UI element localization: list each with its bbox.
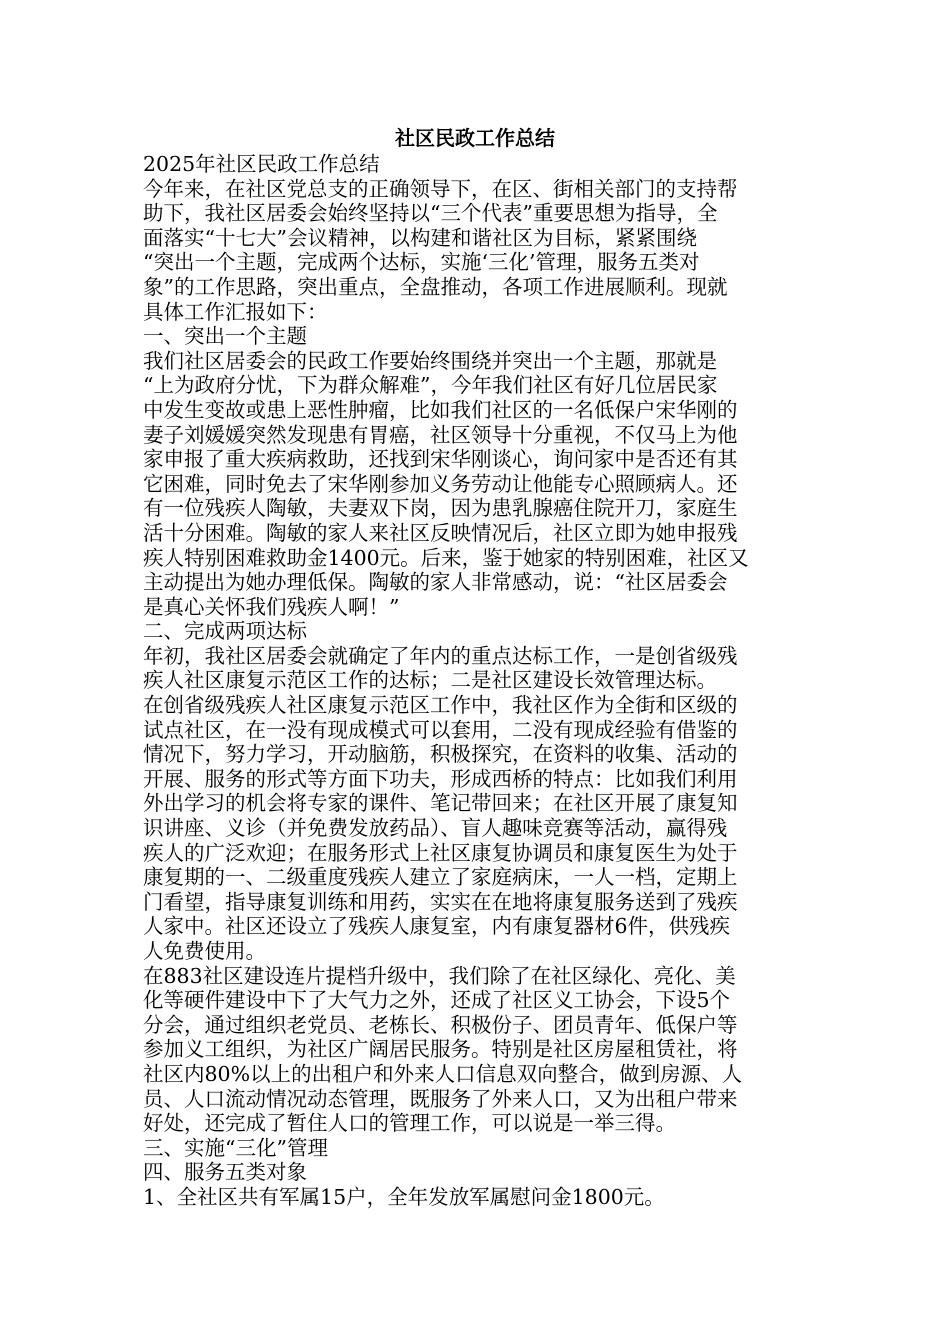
text-line: 具体工作汇报如下： <box>143 299 328 324</box>
text-line: 活十分困难。陶敏的家人来社区反映情况后，社区立即为她申报残 <box>143 520 738 545</box>
text-line: 二、完成两项达标 <box>143 619 307 644</box>
text-line: 是真心关怀我们残疾人啊！” <box>143 594 400 619</box>
text-line: “突出一个主题，完成两个达标，实施‘三化’管理，服务五类对 <box>143 250 700 275</box>
text-line: 我们社区居委会的民政工作要始终围绕并突出一个主题，那就是 <box>143 348 717 373</box>
text-line: 在创省级残疾人社区康复示范区工作中，我社区作为全街和区级的 <box>143 693 738 718</box>
text-line: 家申报了重大疾病救助，还找到宋华刚谈心，询问家中是否还有其 <box>143 447 738 472</box>
text-line: 疾人社区康复示范区工作的达标；二是社区建设长效管理达标。 <box>143 668 717 693</box>
text-line: 四、服务五类对象 <box>143 1160 307 1185</box>
text-line: 分会，通过组织老党员、老栋长、积极份子、团员青年、低保户等 <box>143 1012 738 1037</box>
text-line: 好处，还完成了暂住人口的管理工作，可以说是一举三得。 <box>143 1111 676 1136</box>
text-line: 疾人特别困难救助金1400元。后来，鉴于她家的特别困难，社区又 <box>143 545 749 570</box>
document-page <box>143 124 807 1210</box>
text-line: 年初，我社区居委会就确定了年内的重点达标工作，一是创省级残 <box>143 643 738 668</box>
text-line: 识讲座、义诊（并免费发放药品）、盲人趣味竞赛等活动，赢得残 <box>143 816 728 841</box>
text-line: 一、突出一个主题 <box>143 324 307 349</box>
text-line: 开展、服务的形式等方面下功夫，形成西桥的特点：比如我们利用 <box>143 766 738 791</box>
text-line: 2025年社区民政工作总结 <box>143 152 380 176</box>
text-line: 三、实施“三化”管理 <box>143 1135 328 1160</box>
text-line: 人家中。社区还设立了残疾人康复室，内有康复器材6件，供残疾 <box>143 914 731 939</box>
document-body <box>143 152 807 1210</box>
text-line: “上为政府分忧，下为群众解难”，今年我们社区有好几位居民家 <box>143 373 718 398</box>
text-line: 试点社区，在一没有现成模式可以套用，二没有现成经验有借鉴的 <box>143 717 738 742</box>
text-line: 参加义工组织，为社区广阔居民服务。特别是社区房屋租赁社，将 <box>143 1037 738 1062</box>
text-line: 中发生变故或患上恶性肿瘤，比如我们社区的一名低保户宋华刚的 <box>143 397 738 422</box>
text-line: 情况下，努力学习，开动脑筋，积极探究，在资料的收集、活动的 <box>143 742 738 767</box>
text-line: 门看望，指导康复训练和用药，实实在在地将康复服务送到了残疾 <box>143 889 738 914</box>
text-line: 社区内80%以上的出租户和外来人口信息双向整合，做到房源、人 <box>143 1061 743 1086</box>
text-line: 今年来，在社区党总支的正确领导下，在区、街相关部门的支持帮 <box>143 176 738 201</box>
text-line: 人免费使用。 <box>143 939 266 963</box>
text-line: 妻子刘媛媛突然发现患有胃癌，社区领导十分重视，不仅马上为他 <box>143 422 738 447</box>
text-line: 化等硬件建设中下了大气力之外，还成了社区义工协会，下设5个 <box>143 988 731 1013</box>
text-line: 员、人口流动情况动态管理，既服务了外来人口，又为出租户带来 <box>143 1086 738 1111</box>
text-line: 面落实“十七大”会议精神，以构建和谐社区为目标，紧紧围绕 <box>143 225 697 250</box>
text-line: 象”的工作思路，突出重点，全盘推动，各项工作进展顺利。现就 <box>143 274 728 299</box>
text-line: 在883社区建设连片提档升级中，我们除了在社区绿化、亮化、美 <box>143 963 736 988</box>
text-line: 助下，我社区居委会始终坚持以“三个代表”重要思想为指导，全 <box>143 201 718 226</box>
document-title: 社区民政工作总结 <box>395 126 555 150</box>
text-line: 外出学习的机会将专家的课件、笔记带回来；在社区开展了康复知 <box>143 791 738 816</box>
text-line: 它困难，同时免去了宋华刚参加义务劳动让他能专心照顾病人。还 <box>143 471 738 496</box>
text-line: 疾人的广泛欢迎；在服务形式上社区康复协调员和康复医生为处于 <box>143 840 738 865</box>
text-line: 有一位残疾人陶敏，夫妻双下岗，因为患乳腺癌住院开刀，家庭生 <box>143 496 738 521</box>
text-line: 1、全社区共有军属15户，全年发放军属慰问金1800元。 <box>143 1184 665 1209</box>
text-line: 康复期的一、二级重度残疾人建立了家庭病床，一人一档，定期上 <box>143 865 738 890</box>
text-line: 主动提出为她办理低保。陶敏的家人非常感动，说：“社区居委会 <box>143 570 728 595</box>
